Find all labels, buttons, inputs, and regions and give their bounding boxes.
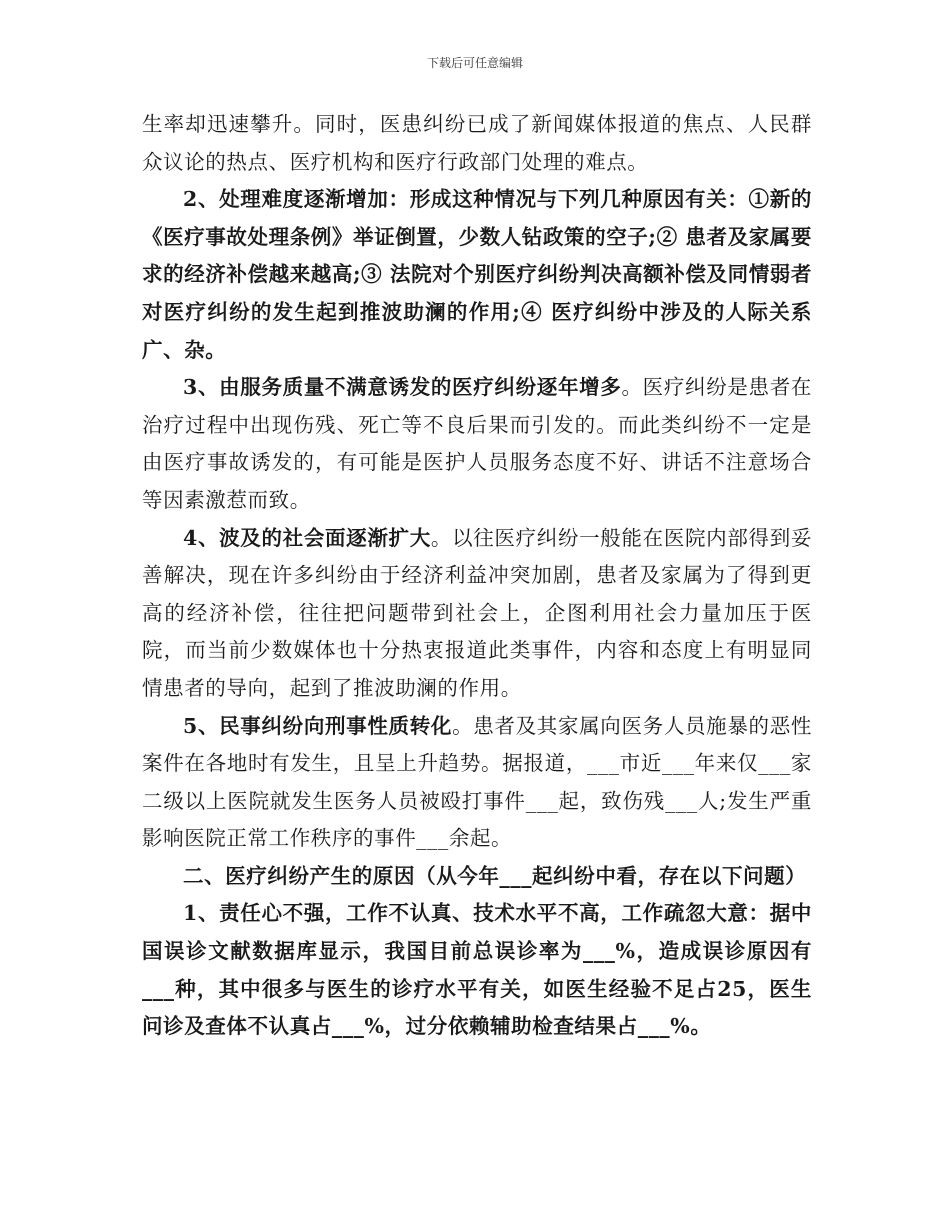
paragraph-heading: 1、责任心不强，工作不认真、技术水平不高，工作疏忽大意：据中国误诊文献数据库显示，我国目前总误诊率为___%，造成误诊原因有___种，其中很多与医生的诊疗水平有关，如医生经验不足占25，医生问诊及查体不认真占___%，过分依赖辅助检查结果占___%。 bbox=[142, 901, 812, 1039]
paragraph-continuation bbox=[142, 106, 812, 181]
paragraph-cause-1 bbox=[142, 895, 812, 1045]
paragraph-text: 生率却迅速攀升。同时，医患纠纷已成了新闻媒体报道的焦点、人民群众议论的热点、医疗机构和医疗行政部门处理的难点。 bbox=[142, 112, 812, 174]
paragraph-point-3 bbox=[142, 369, 812, 519]
paragraph-text: 。患者及其家属向医务人员施暴的恶性案件在各地时有发生，且呈上升趋势。据报道，___市近___年来仅___家二级以上医院就发生医务人员被殴打事件___起，致伤残___人;发生严重影响医院正常工作秩序的事件___余起。 bbox=[142, 713, 812, 851]
paragraph-text: 。医疗纠纷是患者在治疗过程中出现伤残、死亡等不良后果而引发的。而此类纠纷不一定是由医疗事故诱发的，有可能是医护人员服务态度不好、讲话不注意场合等因素激惹而致。 bbox=[142, 375, 812, 512]
paragraph-point-4 bbox=[142, 520, 812, 708]
paragraph-heading: 3、由服务质量不满意诱发的医疗纠纷逐年增多 bbox=[183, 375, 622, 400]
section-heading-causes bbox=[142, 858, 812, 896]
page-header: 下载后可任意编辑 bbox=[426, 56, 523, 70]
paragraph-heading: 5、民事纠纷向刑事性质转化 bbox=[183, 713, 453, 738]
document-body bbox=[142, 106, 812, 1046]
paragraph-point-5 bbox=[142, 708, 812, 858]
paragraph-heading: 2、处理难度逐渐增加：形成这种情况与下列几种原因有关：①新的《医疗事故处理条例》举证倒置，少数人钻政策的空子;② 患者及家属要求的经济补偿越来越高;③ 法院对个别医疗纠纷判决高额补偿及同情弱者对医疗纠纷的发生起到推波助澜的作用;④ 医疗纠纷中涉及的人际关系广、杂。 bbox=[142, 187, 813, 362]
section-heading-text: 二、医疗纠纷产生的原因（从今年___起纠纷中看，存在以下问题） bbox=[183, 863, 807, 888]
paragraph-point-2 bbox=[142, 181, 812, 369]
paragraph-text: 。以往医疗纠纷一般能在医院内部得到妥善解决，现在许多纠纷由于经济利益冲突加剧，患者及家属为了得到更高的经济补偿，往往把问题带到社会上，企图利用社会力量加压于医院，而当前少数媒体也十分热衷报道此类事件，内容和态度上有明显同情患者的导向，起到了推波助澜的作用。 bbox=[142, 525, 812, 700]
paragraph-heading: 4、波及的社会面逐渐扩大 bbox=[183, 525, 431, 550]
